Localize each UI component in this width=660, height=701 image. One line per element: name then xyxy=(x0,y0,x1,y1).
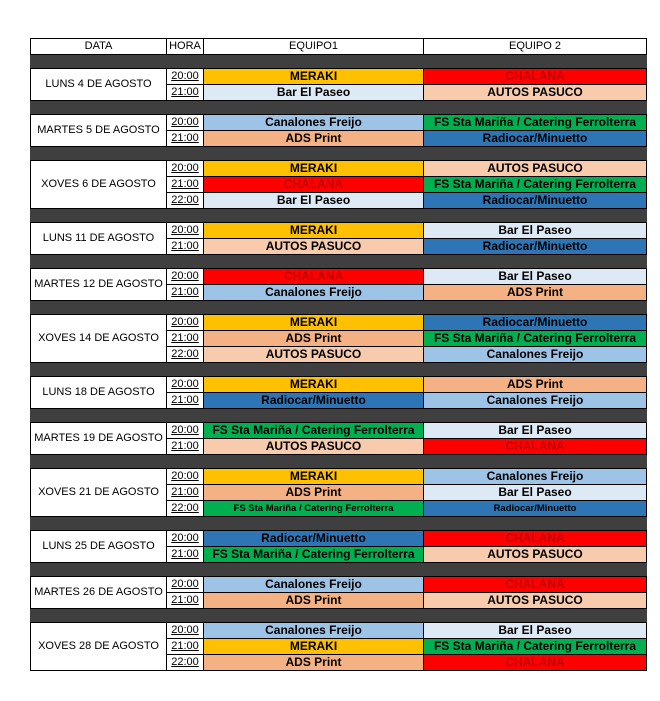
match-team2: Bar El Paseo xyxy=(424,423,647,439)
match-row xyxy=(31,69,647,85)
separator-cell xyxy=(31,409,647,423)
match-row xyxy=(31,115,647,131)
match-hour: 22:00 xyxy=(167,347,204,363)
separator-row xyxy=(31,409,647,423)
match-team1: Canalones Freijo xyxy=(204,285,424,301)
match-hour: 20:00 xyxy=(167,423,204,439)
match-date: XOVES 6 DE AGOSTO xyxy=(31,161,167,209)
match-team1: ADS Print xyxy=(204,593,424,609)
match-team1: ADS Print xyxy=(204,655,424,671)
match-team2: FS Sta Mariña / Catering Ferrolterra xyxy=(424,177,647,193)
separator-row xyxy=(31,301,647,315)
match-team2: CHALANA xyxy=(424,655,647,671)
match-hour: 20:00 xyxy=(167,315,204,331)
separator-row xyxy=(31,55,647,69)
separator-cell xyxy=(31,563,647,577)
match-team1: AUTOS PASUCO xyxy=(204,439,424,455)
match-hour: 20:00 xyxy=(167,623,204,639)
match-row xyxy=(31,423,647,439)
match-date: XOVES 14 DE AGOSTO xyxy=(31,315,167,363)
match-date: LUNS 11 DE AGOSTO xyxy=(31,223,167,255)
match-hour: 21:00 xyxy=(167,331,204,347)
match-row xyxy=(31,377,647,393)
match-team1: Canalones Freijo xyxy=(204,577,424,593)
match-date: MARTES 26 DE AGOSTO xyxy=(31,577,167,609)
match-team2: FS Sta Mariña / Catering Ferrolterra xyxy=(424,331,647,347)
match-date: MARTES 5 DE AGOSTO xyxy=(31,115,167,147)
match-team2: CHALANA xyxy=(424,531,647,547)
header-hour: HORA xyxy=(167,39,204,55)
match-hour: 21:00 xyxy=(167,131,204,147)
match-date: MARTES 12 DE AGOSTO xyxy=(31,269,167,301)
match-team1: FS Sta Mariña / Catering Ferrolterra xyxy=(204,423,424,439)
match-hour: 21:00 xyxy=(167,85,204,101)
separator-cell xyxy=(31,363,647,377)
schedule-table xyxy=(30,38,647,671)
match-team2: Bar El Paseo xyxy=(424,269,647,285)
match-team1: MERAKI xyxy=(204,69,424,85)
match-team2: CHALANA xyxy=(424,439,647,455)
separator-cell xyxy=(31,301,647,315)
match-row xyxy=(31,161,647,177)
separator-row xyxy=(31,609,647,623)
match-team1: FS Sta Mariña / Catering Ferrolterra xyxy=(204,501,424,517)
header-date: DATA xyxy=(31,39,167,55)
match-team2: Canalones Freijo xyxy=(424,347,647,363)
match-team1: ADS Print xyxy=(204,131,424,147)
separator-row xyxy=(31,363,647,377)
match-date: XOVES 28 DE AGOSTO xyxy=(31,623,167,671)
match-team2: AUTOS PASUCO xyxy=(424,547,647,563)
match-team2: AUTOS PASUCO xyxy=(424,161,647,177)
match-hour: 20:00 xyxy=(167,269,204,285)
match-hour: 21:00 xyxy=(167,239,204,255)
header-team2: EQUIPO 2 xyxy=(424,39,647,55)
separator-cell xyxy=(31,609,647,623)
match-hour: 21:00 xyxy=(167,593,204,609)
match-date: MARTES 19 DE AGOSTO xyxy=(31,423,167,455)
match-hour: 20:00 xyxy=(167,469,204,485)
match-hour: 20:00 xyxy=(167,161,204,177)
match-team1: Bar El Paseo xyxy=(204,193,424,209)
match-team1: MERAKI xyxy=(204,161,424,177)
match-hour: 22:00 xyxy=(167,193,204,209)
match-hour: 20:00 xyxy=(167,577,204,593)
match-hour: 21:00 xyxy=(167,393,204,409)
match-hour: 21:00 xyxy=(167,547,204,563)
separator-row xyxy=(31,147,647,161)
match-row xyxy=(31,269,647,285)
match-team1: Canalones Freijo xyxy=(204,115,424,131)
match-team2: Radiocar/Minuetto xyxy=(424,315,647,331)
match-team2: AUTOS PASUCO xyxy=(424,593,647,609)
separator-row xyxy=(31,209,647,223)
match-team2: CHALANA xyxy=(424,69,647,85)
match-team2: ADS Print xyxy=(424,377,647,393)
separator-row xyxy=(31,563,647,577)
match-row xyxy=(31,469,647,485)
match-hour: 20:00 xyxy=(167,69,204,85)
match-row xyxy=(31,223,647,239)
match-team1: Canalones Freijo xyxy=(204,623,424,639)
match-date: LUNS 25 DE AGOSTO xyxy=(31,531,167,563)
match-team1: FS Sta Mariña / Catering Ferrolterra xyxy=(204,547,424,563)
match-team1: MERAKI xyxy=(204,639,424,655)
separator-cell xyxy=(31,147,647,161)
match-date: XOVES 21 DE AGOSTO xyxy=(31,469,167,517)
separator-row xyxy=(31,517,647,531)
separator-cell xyxy=(31,455,647,469)
separator-cell xyxy=(31,209,647,223)
match-hour: 21:00 xyxy=(167,285,204,301)
match-team2: Canalones Freijo xyxy=(424,469,647,485)
match-team1: Radiocar/Minuetto xyxy=(204,393,424,409)
match-hour: 21:00 xyxy=(167,177,204,193)
match-hour: 22:00 xyxy=(167,655,204,671)
separator-row xyxy=(31,255,647,269)
match-team2: Radiocar/Minuetto xyxy=(424,501,647,517)
match-team1: AUTOS PASUCO xyxy=(204,347,424,363)
match-team1: AUTOS PASUCO xyxy=(204,239,424,255)
match-team1: ADS Print xyxy=(204,331,424,347)
match-team2: Bar El Paseo xyxy=(424,623,647,639)
match-team1: Bar El Paseo xyxy=(204,85,424,101)
separator-row xyxy=(31,455,647,469)
match-team1: MERAKI xyxy=(204,469,424,485)
match-row xyxy=(31,577,647,593)
match-team2: AUTOS PASUCO xyxy=(424,85,647,101)
match-team1: ADS Print xyxy=(204,485,424,501)
match-hour: 21:00 xyxy=(167,485,204,501)
match-row xyxy=(31,315,647,331)
match-hour: 22:00 xyxy=(167,501,204,517)
match-date: LUNS 18 DE AGOSTO xyxy=(31,377,167,409)
separator-cell xyxy=(31,255,647,269)
match-team1: MERAKI xyxy=(204,377,424,393)
match-hour: 21:00 xyxy=(167,639,204,655)
match-team2: Canalones Freijo xyxy=(424,393,647,409)
match-team2: Radiocar/Minuetto xyxy=(424,239,647,255)
match-team1: Radiocar/Minuetto xyxy=(204,531,424,547)
match-hour: 20:00 xyxy=(167,115,204,131)
header-row xyxy=(31,39,647,55)
separator-cell xyxy=(31,55,647,69)
schedule-body xyxy=(31,39,647,671)
match-team1: MERAKI xyxy=(204,223,424,239)
match-team2: Bar El Paseo xyxy=(424,223,647,239)
match-team2: ADS Print xyxy=(424,285,647,301)
match-hour: 20:00 xyxy=(167,377,204,393)
match-team2: Radiocar/Minuetto xyxy=(424,131,647,147)
match-row xyxy=(31,623,647,639)
match-team2: FS Sta Mariña / Catering Ferrolterra xyxy=(424,639,647,655)
match-team2: Radiocar/Minuetto xyxy=(424,193,647,209)
match-hour: 20:00 xyxy=(167,223,204,239)
match-row xyxy=(31,531,647,547)
match-team2: FS Sta Mariña / Catering Ferrolterra xyxy=(424,115,647,131)
match-team1: CHALANA xyxy=(204,177,424,193)
match-hour: 21:00 xyxy=(167,439,204,455)
match-team2: CHALANA xyxy=(424,577,647,593)
match-team2: Bar El Paseo xyxy=(424,485,647,501)
header-team1: EQUIPO1 xyxy=(204,39,424,55)
match-date: LUNS 4 DE AGOSTO xyxy=(31,69,167,101)
match-hour: 20:00 xyxy=(167,531,204,547)
separator-cell xyxy=(31,517,647,531)
match-team1: CHALANA xyxy=(204,269,424,285)
separator-cell xyxy=(31,101,647,115)
separator-row xyxy=(31,101,647,115)
match-team1: MERAKI xyxy=(204,315,424,331)
